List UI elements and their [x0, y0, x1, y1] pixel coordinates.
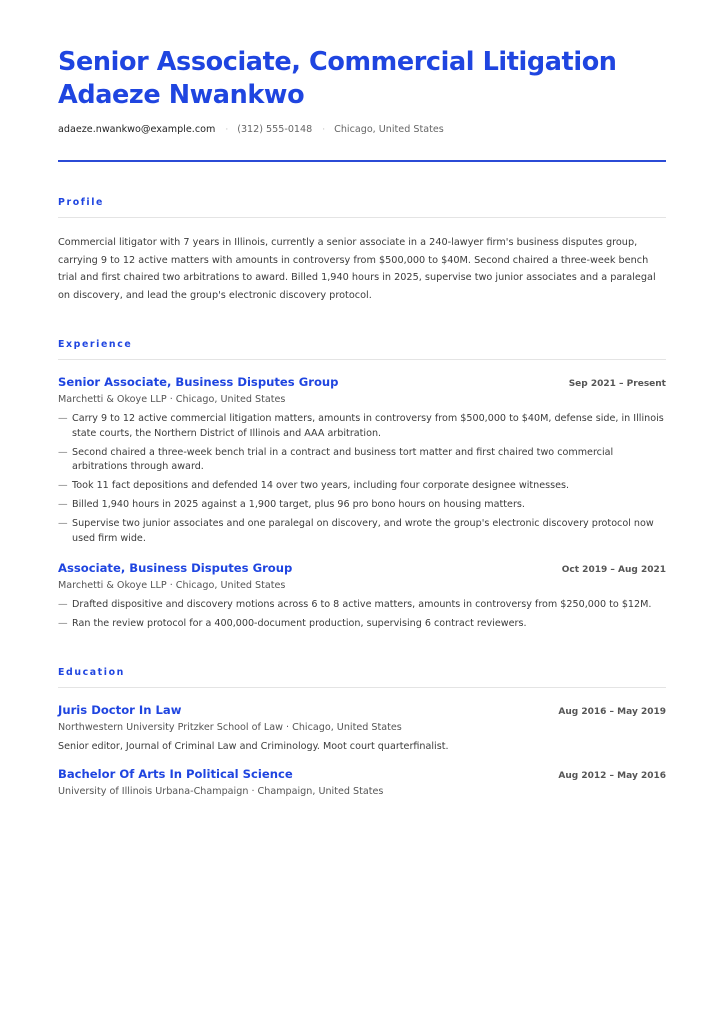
profile-heading: Profile — [58, 197, 104, 208]
education-heading: Education — [58, 666, 125, 678]
dash-icon: — — [58, 499, 68, 510]
bullet-item — [58, 598, 666, 613]
experience-org: Marchetti & Okoye LLP · Chicago, United States — [58, 394, 286, 405]
header-divider — [58, 160, 666, 162]
resume-title — [58, 46, 666, 112]
section-divider — [58, 359, 666, 360]
education-school: University of Illinois Urbana-Champaign · Champaign, United States — [58, 785, 384, 797]
education-school: Northwestern University Pritzker School of Law · Chicago, United States — [58, 721, 402, 733]
bullet-text: Drafted dispositive and discovery motions across 6 to 8 active matters, amounts in controversy from $250,000 to $12M. — [72, 599, 652, 610]
contact-separator: · — [225, 124, 229, 135]
education-dates: Aug 2012 – May 2016 — [558, 770, 666, 781]
experience-dates: Sep 2021 – Present — [568, 379, 666, 389]
education-note: Senior editor, Journal of Criminal Law and Criminology. Moot court quarterfinalist. — [58, 740, 449, 752]
bullet-text: Took 11 fact depositions and defended 14 over two years, including four corporate designee witnesses. — [72, 480, 570, 491]
education-degree: Bachelor Of Arts In Political Science — [58, 766, 293, 781]
bullet-item — [58, 517, 666, 546]
contact-line — [58, 124, 666, 135]
profile-summary: Commercial litigator with 7 years in Illinois, currently a senior associate in a 240-lawyer firm's business disputes group, carrying 9 to 12 active matters with amounts in controversy from $500,000 to $40M. Second chaired a three-week bench trial and first chaired two arbitrations to award. Billed 1,940 hours in 2025, supervise two junior associates and a paralegal on discovery, and lead the group's electronic discovery protocol. — [58, 237, 656, 301]
bullet-text: Supervise two junior associates and one paralegal on discovery, and wrote the group's electronic discovery protocol now used firm wide. — [72, 518, 654, 544]
education-entry — [58, 703, 666, 752]
experience-bullets — [58, 412, 666, 546]
experience-title: Associate, Business Disputes Group — [58, 561, 293, 575]
experience-dates: Oct 2019 – Aug 2021 — [561, 565, 666, 575]
experience-bullets — [58, 598, 666, 632]
bullet-item — [58, 617, 666, 632]
bullet-item — [58, 498, 666, 513]
experience-org: Marchetti & Okoye LLP · Chicago, United States — [58, 580, 286, 591]
section-divider — [58, 687, 666, 688]
resume-page — [58, 46, 666, 797]
bullet-text: Billed 1,940 hours in 2025 against a 1,900 target, plus 96 pro bono hours on housing matters. — [72, 499, 525, 510]
experience-heading: Experience — [58, 339, 133, 350]
dash-icon: — — [58, 480, 68, 491]
education-entry — [58, 767, 666, 797]
bullet-text: Ran the review protocol for a 400,000-document production, supervising 6 contract reviewers. — [72, 618, 527, 629]
dash-icon: — — [58, 518, 68, 529]
contact-email: adaeze.nwankwo@example.com — [58, 124, 216, 135]
dash-icon: — — [58, 599, 68, 610]
bullet-text: Carry 9 to 12 active commercial litigation matters, amounts in controversy from $500,000 to $40M, defense side, in Illinois state courts, the Northern District of Illinois and AAA arbitration. — [72, 413, 664, 439]
candidate-name: Adaeze Nwankwo — [58, 80, 305, 110]
education-dates: Aug 2016 – May 2019 — [558, 706, 666, 717]
experience-title: Senior Associate, Business Disputes Group — [58, 375, 339, 389]
job-title: Senior Associate, Commercial Litigation — [58, 47, 617, 77]
bullet-text: Second chaired a three-week bench trial in a contract and business tort matter and first chaired two commercial arbitrations through award. — [72, 446, 614, 472]
dash-icon: — — [58, 413, 68, 424]
experience-entry — [58, 561, 666, 632]
contact-location: Chicago, United States — [334, 124, 444, 135]
bullet-item — [58, 446, 666, 475]
dash-icon: — — [58, 446, 68, 458]
bullet-item — [58, 479, 666, 494]
contact-phone: (312) 555-0148 — [237, 124, 313, 135]
dash-icon: — — [58, 618, 68, 629]
contact-separator: · — [322, 124, 326, 135]
education-degree: Juris Doctor In Law — [58, 702, 182, 717]
experience-entry — [58, 375, 666, 546]
bullet-item — [58, 412, 666, 441]
section-divider — [58, 217, 666, 218]
